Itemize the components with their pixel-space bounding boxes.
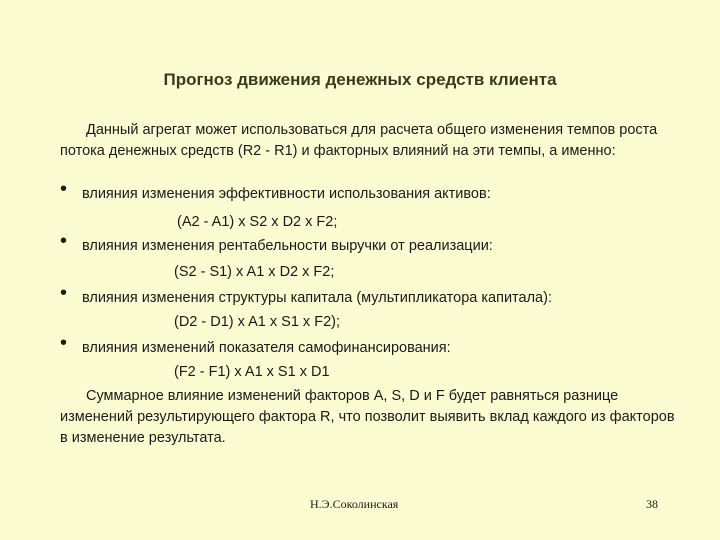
page-number: 38 — [646, 497, 658, 511]
bullet-text: влияния изменения структуры капитала (мультипликатора капитала): — [82, 290, 552, 306]
slide-title: Прогноз движения денежных средств клиента — [163, 70, 557, 89]
formula-2: (S2 - S1) x A1 x D2 x F2; — [174, 264, 335, 280]
bullet-icon: • — [60, 332, 68, 354]
footer-author: Н.Э.Соколинская — [310, 497, 399, 511]
bullet-icon: • — [60, 178, 68, 200]
conclusion-text: Суммарное влияние изменений факторов А, S, D и F будет равняться разнице изменений результирующего фактора R, что позволит выявить вклад каждого из факторов в изменение результата. — [60, 388, 675, 446]
bullet-text: влияния изменения эффективности использования активов: — [82, 186, 491, 202]
intro-text: Данный агрегат может использоваться для расчета общего изменения темпов роста потока денежных средств (R2 - R1) и факторных влияний на эти темпы, а именно: — [60, 122, 658, 159]
bullet-text: влияния изменений показателя самофинансирования: — [82, 340, 451, 356]
bullet-icon: • — [60, 230, 68, 252]
formula-1: (A2 - A1) x S2 x D2 x F2; — [177, 214, 338, 230]
formula-4: (F2 - F1) x A1 x S1 x D1 — [174, 364, 330, 380]
bullet-text: влияния изменения рентабельности выручки от реализации: — [82, 238, 493, 254]
bullet-icon: • — [60, 282, 68, 304]
intro-paragraph — [60, 120, 680, 162]
conclusion-paragraph — [60, 386, 680, 449]
formula-3: (D2 - D1) x A1 x S1 x F2); — [174, 314, 340, 330]
